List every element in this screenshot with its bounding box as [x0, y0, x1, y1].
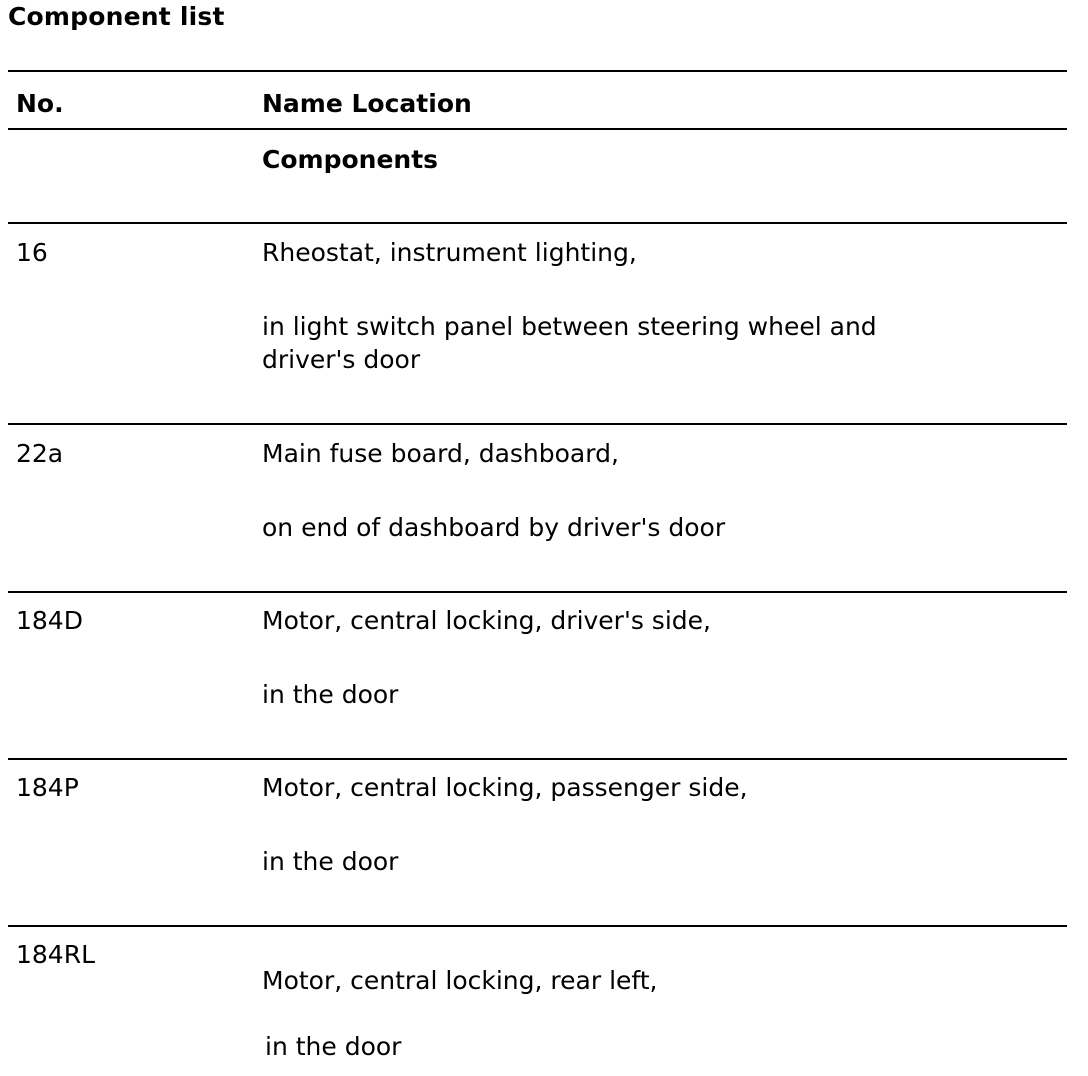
row-divider	[8, 591, 1067, 593]
header-components: Components	[262, 145, 439, 174]
row-divider	[8, 758, 1067, 760]
row-name: Motor, central locking, rear left,	[262, 966, 658, 995]
row-number: 22a	[16, 439, 64, 468]
row-location: on end of dashboard by driver's door	[262, 513, 726, 542]
header-divider	[8, 128, 1067, 130]
header-name-location: Name Location	[262, 89, 472, 118]
row-name: Main fuse board, dashboard,	[262, 439, 619, 468]
row-location: in the door	[262, 847, 399, 876]
row-number: 184RL	[16, 940, 96, 969]
row-number: 184P	[16, 773, 79, 802]
row-number: 184D	[16, 606, 83, 635]
row-location-continued: driver's door	[262, 345, 421, 374]
header-no: No.	[16, 89, 64, 118]
row-number: 16	[16, 238, 48, 267]
page-title: Component list	[8, 2, 225, 31]
row-location: in the door	[265, 1032, 402, 1061]
row-name: Motor, central locking, passenger side,	[262, 773, 748, 802]
table-top-rule	[8, 70, 1067, 72]
row-name: Rheostat, instrument lighting,	[262, 238, 637, 267]
row-location: in light switch panel between steering wheel and	[262, 312, 877, 341]
row-location: in the door	[262, 680, 399, 709]
row-divider	[8, 222, 1067, 224]
row-divider	[8, 423, 1067, 425]
row-name: Motor, central locking, driver's side,	[262, 606, 711, 635]
row-divider	[8, 925, 1067, 927]
